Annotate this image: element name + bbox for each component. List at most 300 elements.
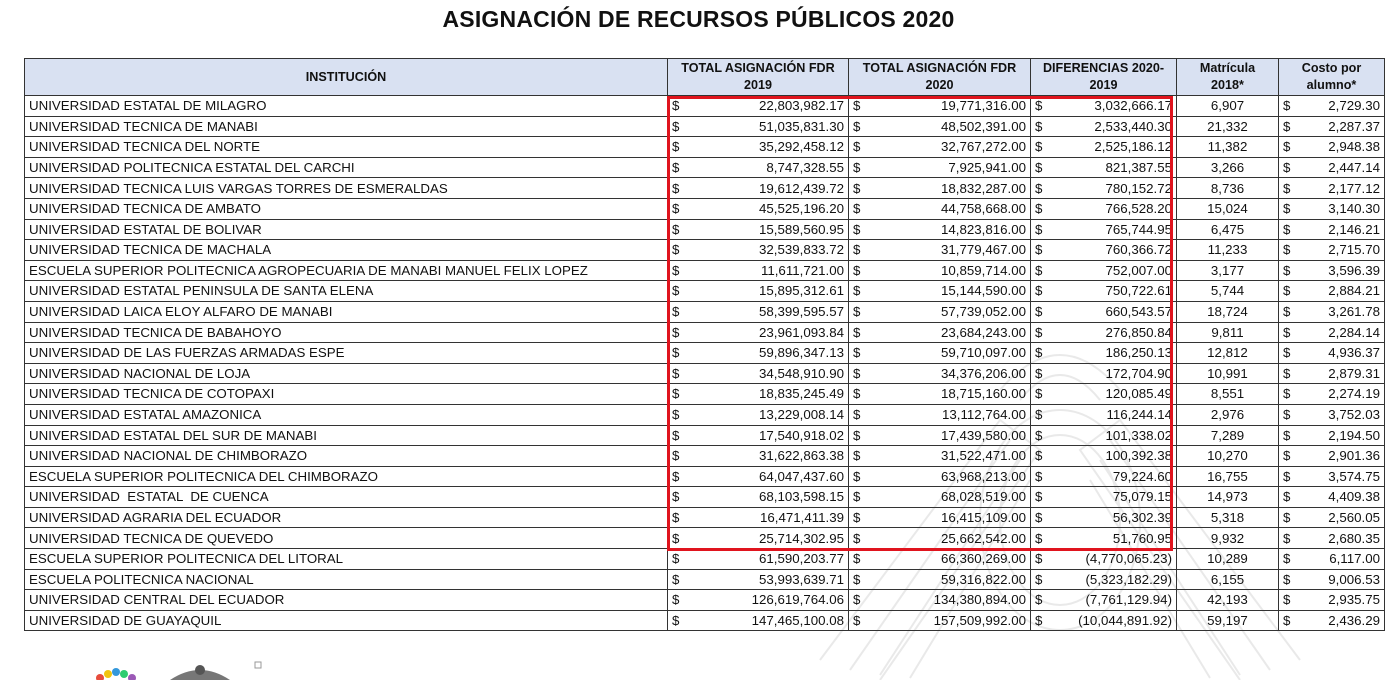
fdr-2020-value: 48,502,391.00 <box>940 118 1026 134</box>
cell-diferencia <box>1031 198 1177 219</box>
header-diferencias: DIFERENCIAS 2020- 2019 <box>1031 59 1177 96</box>
cell-matricula: 21,332 <box>1177 116 1279 137</box>
currency-symbol: $ <box>853 180 861 196</box>
cell-fdr-2019 <box>668 487 849 508</box>
cell-fdr-2020 <box>849 301 1031 322</box>
cell-diferencia <box>1031 549 1177 570</box>
currency-symbol: $ <box>672 139 680 155</box>
table-row <box>25 610 1385 631</box>
cell-institucion: UNIVERSIDAD ESTATAL DE BOLIVAR <box>25 219 668 240</box>
cell-matricula: 8,551 <box>1177 384 1279 405</box>
header-fdr-2020: TOTAL ASIGNACIÓN FDR 2020 <box>849 59 1031 96</box>
cell-institucion: ESCUELA SUPERIOR POLITECNICA DEL CHIMBORAZO <box>25 466 668 487</box>
cell-institucion: UNIVERSIDAD TECNICA DEL NORTE <box>25 137 668 158</box>
cell-fdr-2020 <box>849 260 1031 281</box>
currency-symbol: $ <box>672 98 680 114</box>
currency-symbol: $ <box>1035 324 1043 340</box>
currency-symbol: $ <box>853 612 861 628</box>
cell-matricula: 8,736 <box>1177 178 1279 199</box>
cell-diferencia <box>1031 569 1177 590</box>
cell-matricula: 16,755 <box>1177 466 1279 487</box>
cell-costo <box>1279 487 1385 508</box>
fdr-2019-value: 147,465,100.08 <box>751 612 844 628</box>
cell-fdr-2020 <box>849 507 1031 528</box>
cell-diferencia <box>1031 528 1177 549</box>
cell-institucion: UNIVERSIDAD TECNICA DE MANABI <box>25 116 668 137</box>
diferencia-value: 752,007.00 <box>1105 262 1172 278</box>
cell-diferencia <box>1031 610 1177 631</box>
cell-diferencia <box>1031 404 1177 425</box>
table-row <box>25 301 1385 322</box>
currency-symbol: $ <box>853 365 861 381</box>
fdr-2020-value: 19,771,316.00 <box>940 98 1026 114</box>
cell-institucion: ESCUELA SUPERIOR POLITECNICA AGROPECUARIA DE MANABI MANUEL FELIX LOPEZ <box>25 260 668 281</box>
currency-symbol: $ <box>1283 468 1291 484</box>
fdr-2019-value: 18,835,245.49 <box>758 386 844 402</box>
currency-symbol: $ <box>1035 592 1043 608</box>
table-header-row <box>25 59 1385 96</box>
currency-symbol: $ <box>1283 571 1291 587</box>
currency-symbol: $ <box>853 118 861 134</box>
fdr-2019-value: 13,229,008.14 <box>758 407 844 423</box>
cell-fdr-2019 <box>668 363 849 384</box>
cell-fdr-2020 <box>849 240 1031 261</box>
cell-institucion: ESCUELA SUPERIOR POLITECNICA DEL LITORAL <box>25 549 668 570</box>
fdr-2020-value: 157,509,992.00 <box>933 612 1026 628</box>
cell-fdr-2020 <box>849 137 1031 158</box>
currency-symbol: $ <box>853 571 861 587</box>
costo-value: 2,447.14 <box>1328 159 1380 175</box>
currency-symbol: $ <box>1283 530 1291 546</box>
cell-fdr-2020 <box>849 549 1031 570</box>
currency-symbol: $ <box>1035 262 1043 278</box>
costo-value: 2,146.21 <box>1328 221 1380 237</box>
cell-fdr-2019 <box>668 384 849 405</box>
currency-symbol: $ <box>1283 139 1291 155</box>
currency-symbol: $ <box>672 365 680 381</box>
table-row <box>25 137 1385 158</box>
currency-symbol: $ <box>853 407 861 423</box>
currency-symbol: $ <box>1035 386 1043 402</box>
table-row <box>25 178 1385 199</box>
cell-fdr-2019 <box>668 157 849 178</box>
cell-fdr-2019 <box>668 281 849 302</box>
diferencia-value: 821,387.55 <box>1105 159 1172 175</box>
fdr-2020-value: 44,758,668.00 <box>940 201 1026 217</box>
diferencia-value: 3,032,666.17 <box>1094 98 1172 114</box>
costo-value: 9,006.53 <box>1328 571 1380 587</box>
diferencia-value: 172,704.90 <box>1105 365 1172 381</box>
costo-value: 2,901.36 <box>1328 448 1380 464</box>
cell-institucion: UNIVERSIDAD LAICA ELOY ALFARO DE MANABI <box>25 301 668 322</box>
fdr-2020-value: 18,832,287.00 <box>940 180 1026 196</box>
costo-value: 2,194.50 <box>1328 427 1380 443</box>
currency-symbol: $ <box>853 221 861 237</box>
currency-symbol: $ <box>1283 283 1291 299</box>
cell-diferencia <box>1031 446 1177 467</box>
cell-matricula: 12,812 <box>1177 343 1279 364</box>
cell-fdr-2020 <box>849 528 1031 549</box>
cell-costo <box>1279 157 1385 178</box>
currency-symbol: $ <box>672 283 680 299</box>
fdr-2020-value: 31,522,471.00 <box>940 448 1026 464</box>
currency-symbol: $ <box>672 468 680 484</box>
currency-symbol: $ <box>672 551 680 567</box>
cell-matricula: 6,475 <box>1177 219 1279 240</box>
diferencia-value: 780,152.72 <box>1105 180 1172 196</box>
cell-diferencia <box>1031 384 1177 405</box>
footer-logos <box>40 656 280 680</box>
currency-symbol: $ <box>853 530 861 546</box>
cell-fdr-2019 <box>668 322 849 343</box>
cell-institucion: UNIVERSIDAD ESTATAL AMAZONICA <box>25 404 668 425</box>
fdr-2019-value: 15,589,560.95 <box>758 221 844 237</box>
currency-symbol: $ <box>1035 448 1043 464</box>
fdr-2020-value: 10,859,714.00 <box>940 262 1026 278</box>
table-row <box>25 549 1385 570</box>
cell-fdr-2019 <box>668 178 849 199</box>
cell-diferencia <box>1031 137 1177 158</box>
fdr-2019-value: 19,612,439.72 <box>758 180 844 196</box>
cell-institucion: UNIVERSIDAD TECNICA DE BABAHOYO <box>25 322 668 343</box>
cell-institucion: UNIVERSIDAD TECNICA DE MACHALA <box>25 240 668 261</box>
cell-fdr-2019 <box>668 219 849 240</box>
costo-value: 4,409.38 <box>1328 489 1380 505</box>
currency-symbol: $ <box>1283 262 1291 278</box>
currency-symbol: $ <box>1283 551 1291 567</box>
currency-symbol: $ <box>853 510 861 526</box>
costo-value: 3,574.75 <box>1328 468 1380 484</box>
currency-symbol: $ <box>672 345 680 361</box>
costo-value: 2,879.31 <box>1328 365 1380 381</box>
table-row <box>25 487 1385 508</box>
cell-costo <box>1279 569 1385 590</box>
currency-symbol: $ <box>1283 407 1291 423</box>
diferencia-value: 276,850.84 <box>1105 324 1172 340</box>
currency-symbol: $ <box>672 386 680 402</box>
cell-fdr-2020 <box>849 569 1031 590</box>
currency-symbol: $ <box>853 345 861 361</box>
currency-symbol: $ <box>853 427 861 443</box>
table-row <box>25 507 1385 528</box>
fdr-2019-value: 25,714,302.95 <box>758 530 844 546</box>
fdr-2020-value: 16,415,109.00 <box>940 510 1026 526</box>
currency-symbol: $ <box>672 201 680 217</box>
currency-symbol: $ <box>672 571 680 587</box>
currency-symbol: $ <box>1283 612 1291 628</box>
fdr-2020-value: 34,376,206.00 <box>940 365 1026 381</box>
cell-costo <box>1279 466 1385 487</box>
header-fdr-2019: TOTAL ASIGNACIÓN FDR 2019 <box>668 59 849 96</box>
fdr-2019-value: 59,896,347.13 <box>758 345 844 361</box>
cell-fdr-2019 <box>668 404 849 425</box>
cell-institucion: UNIVERSIDAD POLITECNICA ESTATAL DEL CARCHI <box>25 157 668 178</box>
costo-value: 2,680.35 <box>1328 530 1380 546</box>
currency-symbol: $ <box>672 304 680 320</box>
currency-symbol: $ <box>1283 98 1291 114</box>
table-row <box>25 322 1385 343</box>
cell-fdr-2019 <box>668 198 849 219</box>
currency-symbol: $ <box>672 489 680 505</box>
currency-symbol: $ <box>1035 365 1043 381</box>
costo-value: 2,284.14 <box>1328 324 1380 340</box>
cell-fdr-2019 <box>668 240 849 261</box>
currency-symbol: $ <box>853 324 861 340</box>
table-row <box>25 363 1385 384</box>
diferencia-value: 2,533,440.30 <box>1094 118 1172 134</box>
cell-institucion: UNIVERSIDAD AGRARIA DEL ECUADOR <box>25 507 668 528</box>
fdr-2020-value: 23,684,243.00 <box>940 324 1026 340</box>
currency-symbol: $ <box>1035 612 1043 628</box>
cell-fdr-2019 <box>668 466 849 487</box>
table-row <box>25 157 1385 178</box>
costo-value: 2,884.21 <box>1328 283 1380 299</box>
currency-symbol: $ <box>1035 304 1043 320</box>
cell-diferencia <box>1031 281 1177 302</box>
fdr-2020-value: 68,028,519.00 <box>940 489 1026 505</box>
fdr-2020-value: 59,710,097.00 <box>940 345 1026 361</box>
cell-matricula: 7,289 <box>1177 425 1279 446</box>
costo-value: 3,140.30 <box>1328 201 1380 217</box>
diferencia-value: 116,244.14 <box>1106 407 1172 423</box>
cell-fdr-2019 <box>668 260 849 281</box>
cell-diferencia <box>1031 157 1177 178</box>
cell-diferencia <box>1031 487 1177 508</box>
fdr-2020-value: 66,360,269.00 <box>940 551 1026 567</box>
header-matricula: Matrícula 2018* <box>1177 59 1279 96</box>
costo-value: 3,596.39 <box>1328 262 1380 278</box>
cell-matricula: 18,724 <box>1177 301 1279 322</box>
fdr-2019-value: 64,047,437.60 <box>758 468 844 484</box>
cell-fdr-2020 <box>849 322 1031 343</box>
cell-costo <box>1279 301 1385 322</box>
cell-matricula: 59,197 <box>1177 610 1279 631</box>
diferencia-value: 750,722.61 <box>1105 283 1172 299</box>
costo-value: 2,729.30 <box>1328 98 1380 114</box>
cell-fdr-2019 <box>668 590 849 611</box>
cell-matricula: 10,270 <box>1177 446 1279 467</box>
cell-fdr-2020 <box>849 404 1031 425</box>
cell-institucion: UNIVERSIDAD ESTATAL DE CUENCA <box>25 487 668 508</box>
currency-symbol: $ <box>1035 510 1043 526</box>
cell-costo <box>1279 322 1385 343</box>
cell-fdr-2020 <box>849 198 1031 219</box>
cell-fdr-2020 <box>849 178 1031 199</box>
cell-costo <box>1279 384 1385 405</box>
diferencia-value: 56,302.39 <box>1112 510 1172 526</box>
cell-matricula: 6,155 <box>1177 569 1279 590</box>
table-row <box>25 240 1385 261</box>
costo-value: 2,436.29 <box>1328 612 1380 628</box>
currency-symbol: $ <box>1035 139 1043 155</box>
currency-symbol: $ <box>853 448 861 464</box>
currency-symbol: $ <box>853 551 861 567</box>
fdr-2019-value: 45,525,196.20 <box>758 201 844 217</box>
cell-diferencia <box>1031 322 1177 343</box>
eagle-emblem-icon <box>170 662 261 680</box>
cell-institucion: UNIVERSIDAD ESTATAL PENINSULA DE SANTA ELENA <box>25 281 668 302</box>
currency-symbol: $ <box>1035 118 1043 134</box>
currency-symbol: $ <box>1283 448 1291 464</box>
fdr-2019-value: 58,399,595.57 <box>758 304 844 320</box>
cell-costo <box>1279 446 1385 467</box>
cell-institucion: UNIVERSIDAD NACIONAL DE LOJA <box>25 363 668 384</box>
cell-diferencia <box>1031 363 1177 384</box>
currency-symbol: $ <box>1283 201 1291 217</box>
currency-symbol: $ <box>853 98 861 114</box>
diferencia-value: (5,323,182.29) <box>1085 571 1172 587</box>
currency-symbol: $ <box>1035 489 1043 505</box>
cell-matricula: 11,382 <box>1177 137 1279 158</box>
currency-symbol: $ <box>672 118 680 134</box>
cell-fdr-2020 <box>849 116 1031 137</box>
cell-institucion: UNIVERSIDAD NACIONAL DE CHIMBORAZO <box>25 446 668 467</box>
cell-costo <box>1279 343 1385 364</box>
cell-institucion: UNIVERSIDAD DE LAS FUERZAS ARMADAS ESPE <box>25 343 668 364</box>
cell-matricula: 10,289 <box>1177 549 1279 570</box>
cell-diferencia <box>1031 116 1177 137</box>
currency-symbol: $ <box>1035 571 1043 587</box>
currency-symbol: $ <box>1283 242 1291 258</box>
fdr-2020-value: 63,968,213.00 <box>940 468 1026 484</box>
table-row <box>25 590 1385 611</box>
currency-symbol: $ <box>853 489 861 505</box>
currency-symbol: $ <box>1035 159 1043 175</box>
currency-symbol: $ <box>853 159 861 175</box>
costo-value: 2,274.19 <box>1328 386 1380 402</box>
table-row <box>25 198 1385 219</box>
cell-diferencia <box>1031 178 1177 199</box>
fdr-2020-value: 32,767,272.00 <box>940 139 1026 155</box>
currency-symbol: $ <box>853 386 861 402</box>
cell-costo <box>1279 96 1385 117</box>
cell-matricula: 14,973 <box>1177 487 1279 508</box>
diferencia-value: 2,525,186.12 <box>1094 139 1172 155</box>
fdr-2019-value: 17,540,918.02 <box>758 427 844 443</box>
cell-costo <box>1279 240 1385 261</box>
cell-matricula: 11,233 <box>1177 240 1279 261</box>
cell-fdr-2019 <box>668 528 849 549</box>
cell-fdr-2019 <box>668 610 849 631</box>
cell-matricula: 9,932 <box>1177 528 1279 549</box>
currency-symbol: $ <box>1283 118 1291 134</box>
cell-institucion: UNIVERSIDAD TECNICA DE COTOPAXI <box>25 384 668 405</box>
cell-fdr-2020 <box>849 466 1031 487</box>
cell-fdr-2019 <box>668 301 849 322</box>
fdr-2019-value: 68,103,598.15 <box>758 489 844 505</box>
diferencia-value: 75,079.15 <box>1112 489 1172 505</box>
cell-fdr-2020 <box>849 343 1031 364</box>
currency-symbol: $ <box>1283 592 1291 608</box>
currency-symbol: $ <box>1035 201 1043 217</box>
fdr-2020-value: 7,925,941.00 <box>948 159 1026 175</box>
cell-costo <box>1279 198 1385 219</box>
cell-fdr-2020 <box>849 425 1031 446</box>
table-row <box>25 384 1385 405</box>
fdr-2019-value: 51,035,831.30 <box>758 118 844 134</box>
currency-symbol: $ <box>1283 324 1291 340</box>
cell-fdr-2019 <box>668 446 849 467</box>
table-row <box>25 96 1385 117</box>
fdr-2019-value: 23,961,093.84 <box>758 324 844 340</box>
table-row <box>25 446 1385 467</box>
costo-value: 3,261.78 <box>1328 304 1380 320</box>
fdr-2020-value: 25,662,542.00 <box>940 530 1026 546</box>
currency-symbol: $ <box>1035 551 1043 567</box>
fdr-2019-value: 34,548,910.90 <box>758 365 844 381</box>
cell-costo <box>1279 260 1385 281</box>
cell-costo <box>1279 425 1385 446</box>
currency-symbol: $ <box>1035 530 1043 546</box>
table-row <box>25 528 1385 549</box>
fdr-2020-value: 15,144,590.00 <box>940 283 1026 299</box>
currency-symbol: $ <box>1283 386 1291 402</box>
cell-institucion: UNIVERSIDAD ESTATAL DEL SUR DE MANABI <box>25 425 668 446</box>
table-row <box>25 260 1385 281</box>
cell-institucion: UNIVERSIDAD DE GUAYAQUIL <box>25 610 668 631</box>
cell-costo <box>1279 178 1385 199</box>
fdr-2019-value: 31,622,863.38 <box>758 448 844 464</box>
header-institucion: INSTITUCIÓN <box>25 59 668 96</box>
costo-value: 2,715.70 <box>1328 242 1380 258</box>
currency-symbol: $ <box>672 407 680 423</box>
colorful-logo-icon <box>96 668 136 680</box>
currency-symbol: $ <box>1283 221 1291 237</box>
cell-costo <box>1279 116 1385 137</box>
currency-symbol: $ <box>1283 345 1291 361</box>
diferencia-value: 101,338.02 <box>1105 427 1172 443</box>
currency-symbol: $ <box>1035 283 1043 299</box>
page-title: ASIGNACIÓN DE RECURSOS PÚBLICOS 2020 <box>442 6 955 32</box>
currency-symbol: $ <box>672 592 680 608</box>
cell-fdr-2020 <box>849 446 1031 467</box>
cell-fdr-2019 <box>668 549 849 570</box>
currency-symbol: $ <box>1035 468 1043 484</box>
currency-symbol: $ <box>853 139 861 155</box>
diferencia-value: 186,250.13 <box>1105 345 1172 361</box>
cell-diferencia <box>1031 240 1177 261</box>
cell-costo <box>1279 528 1385 549</box>
currency-symbol: $ <box>853 201 861 217</box>
table-row <box>25 281 1385 302</box>
currency-symbol: $ <box>1035 345 1043 361</box>
diferencia-value: 765,744.95 <box>1105 221 1172 237</box>
costo-value: 6,117.00 <box>1329 551 1380 567</box>
cell-diferencia <box>1031 343 1177 364</box>
costo-value: 4,936.37 <box>1328 345 1380 361</box>
currency-symbol: $ <box>1035 407 1043 423</box>
fdr-2020-value: 31,779,467.00 <box>940 242 1026 258</box>
cell-costo <box>1279 404 1385 425</box>
cell-costo <box>1279 219 1385 240</box>
cell-diferencia <box>1031 260 1177 281</box>
currency-symbol: $ <box>853 468 861 484</box>
currency-symbol: $ <box>672 180 680 196</box>
fdr-2020-value: 17,439,580.00 <box>940 427 1026 443</box>
diferencia-value: 766,528.20 <box>1105 201 1172 217</box>
fdr-2019-value: 15,895,312.61 <box>758 283 844 299</box>
cell-costo <box>1279 137 1385 158</box>
cell-institucion: UNIVERSIDAD TECNICA LUIS VARGAS TORRES DE ESMERALDAS <box>25 178 668 199</box>
currency-symbol: $ <box>672 242 680 258</box>
cell-fdr-2020 <box>849 487 1031 508</box>
costo-value: 2,560.05 <box>1328 510 1380 526</box>
cell-costo <box>1279 281 1385 302</box>
cell-institucion: UNIVERSIDAD TECNICA DE AMBATO <box>25 198 668 219</box>
costo-value: 2,177.12 <box>1328 180 1380 196</box>
fdr-2020-value: 13,112,764.00 <box>941 407 1026 423</box>
cell-fdr-2020 <box>849 384 1031 405</box>
